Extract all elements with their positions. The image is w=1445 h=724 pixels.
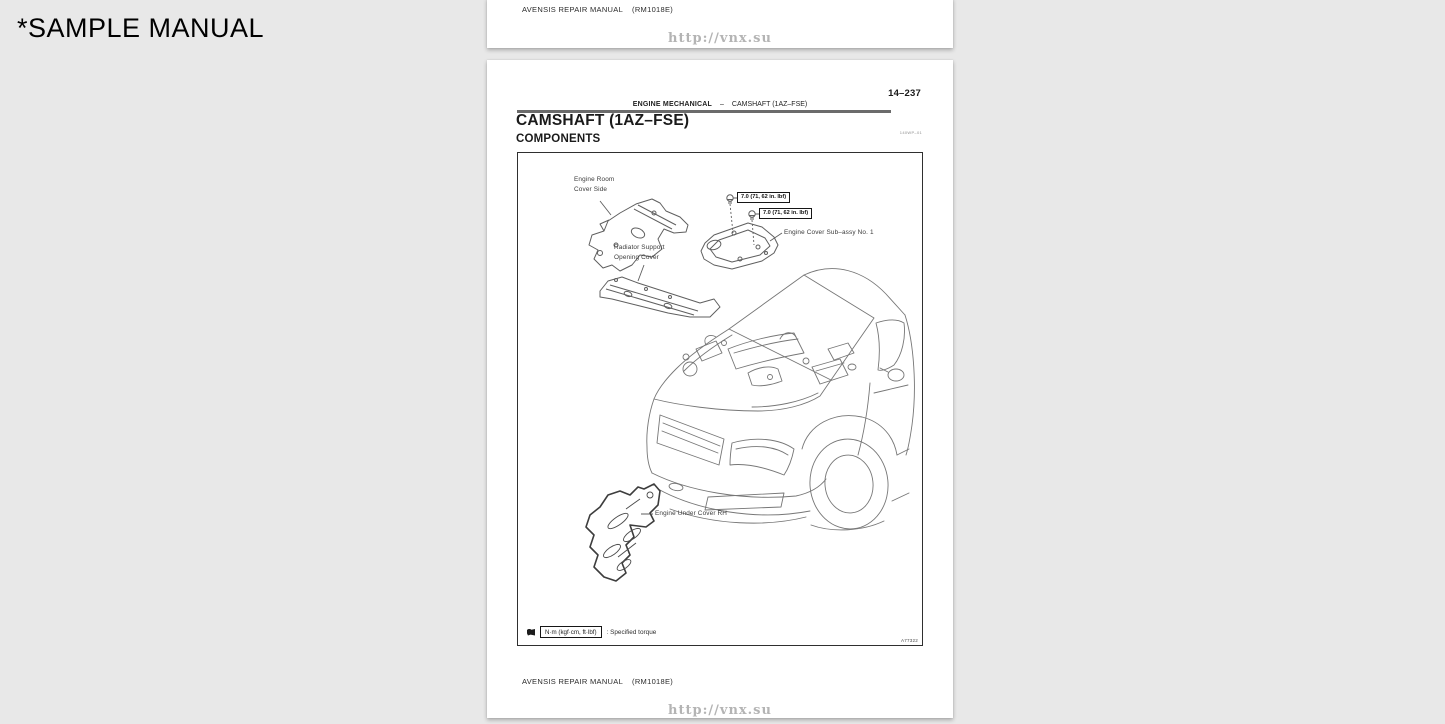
manual-title-text: AVENSIS REPAIR MANUAL [522,5,624,14]
manual-code-text: (RM1018E) [632,5,674,14]
sample-manual-watermark: *SAMPLE MANUAL [17,13,265,43]
page-footer [522,5,673,14]
radiator-support-opening-cover-drawing [600,265,720,317]
torque-legend [527,626,656,638]
torque-symbol-icon [527,629,535,636]
running-header-topic: CAMSHAFT (1AZ–FSE) [731,101,808,108]
previous-page-fragment [487,0,953,48]
engine-cover-subassy-drawing [701,195,782,269]
torque-spec-box: 7.0 (71, 62 in. lbf) [759,208,812,219]
label-engine-cover-subassy: Engine Cover Sub–assy No. 1 [784,229,874,236]
page-title: CAMSHAFT (1AZ–FSE) [516,112,690,129]
torque-spec-box: 7.0 (71, 62 in. lbf) [737,192,790,203]
running-header-separator: – [720,101,724,108]
figure-code: A77322 [900,638,918,643]
site-watermark: http://vnx.su [668,703,772,718]
torque-unit-box: N·m (kgf·cm, ft·lbf) [540,626,602,638]
bolt-icon [727,195,733,204]
manual-page [487,60,953,718]
running-header [487,101,953,108]
page-subtitle: COMPONENTS [516,133,601,145]
manual-title-text: AVENSIS REPAIR MANUAL [522,677,624,686]
bolt-icon [749,211,755,220]
label-radiator-support-opening-cover: Radiator Support Opening Cover [614,244,665,261]
page-footer [522,677,673,686]
label-engine-room-cover-side: Engine Room Cover Side [574,176,615,193]
label-engine-under-cover-rh: Engine Under Cover RH [655,510,728,517]
torque-legend-text: : Specified torque [606,628,657,636]
running-header-section: ENGINE MECHANICAL [632,101,712,108]
engine-under-cover-rh-drawing [586,484,660,581]
line-art [518,153,922,645]
page-number: 14–237 [888,88,921,99]
manual-code-text: (RM1018E) [632,677,674,686]
revision-code: 140WP–01 [899,130,922,135]
components-figure [517,152,923,646]
site-watermark: http://vnx.su [668,31,772,46]
